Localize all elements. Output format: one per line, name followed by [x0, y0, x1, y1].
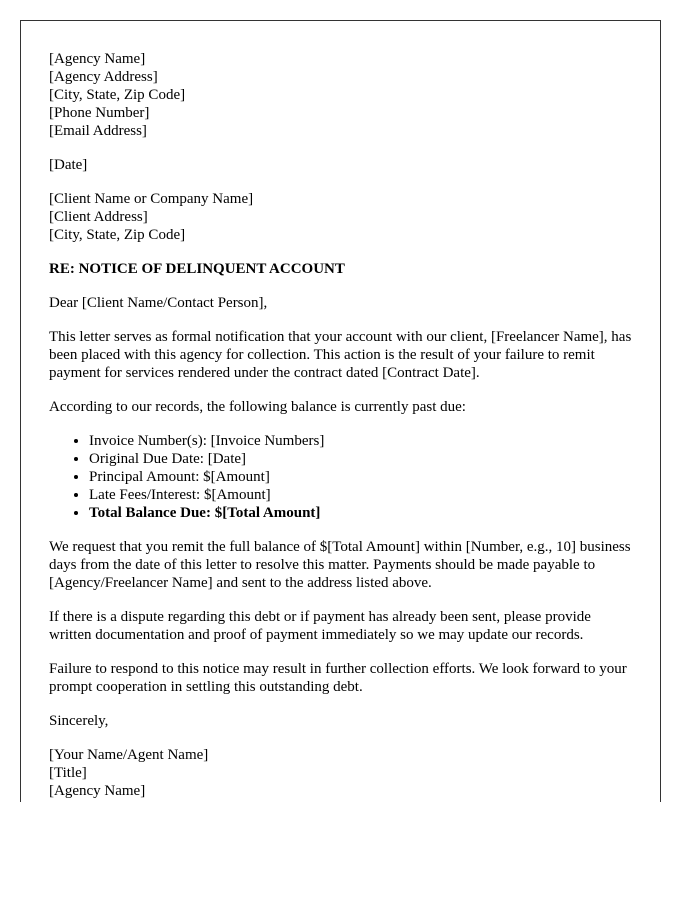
sender-phone: [Phone Number]: [49, 105, 150, 121]
list-item: • Invoice Number(s): [Invoice Numbers]: [89, 432, 632, 450]
letter-date: [Date]: [49, 157, 88, 173]
salutation: Dear [Client Name/Contact Person],: [49, 295, 268, 311]
recipient-block: [49, 190, 632, 244]
body-paragraph: We request that you remit the full balance of $[Total Amount] within [Number, e.g., 10] business days from the date of this letter to resolve this matter. Payments should be made payable to [Agency/Freelancer Name] and sent to the address listed above.: [49, 539, 631, 591]
recipient-name: [Client Name or Company Name]: [49, 191, 254, 207]
list-item: • Original Due Date: [Date]: [89, 450, 632, 468]
letter-page: [20, 20, 661, 802]
signature-block: [49, 746, 632, 800]
list-item: • Principal Amount: $[Amount]: [89, 468, 632, 486]
signature-title: [Title]: [49, 765, 87, 781]
subject-line: RE: NOTICE OF DELINQUENT ACCOUNT: [49, 261, 345, 277]
sender-email: [Email Address]: [49, 123, 147, 139]
signature-name: [Your Name/Agent Name]: [49, 747, 209, 763]
list-item: • Late Fees/Interest: $[Amount]: [89, 486, 632, 504]
body-paragraph: If there is a dispute regarding this debt or if payment has already been sent, please provide written documentation and proof of payment immediately so we may update our records.: [49, 609, 591, 643]
body-paragraph: According to our records, the following balance is currently past due:: [49, 399, 466, 415]
signature-agency: [Agency Name]: [49, 783, 146, 799]
recipient-address: [Client Address]: [49, 209, 148, 225]
signoff: Sincerely,: [49, 713, 109, 729]
total-balance-item: • Total Balance Due: $[Total Amount]: [89, 504, 632, 522]
sender-city: [City, State, Zip Code]: [49, 87, 186, 103]
sender-agency-name: [Agency Name]: [49, 51, 146, 67]
sender-block: [49, 50, 632, 140]
recipient-city: [City, State, Zip Code]: [49, 227, 186, 243]
body-paragraph: Failure to respond to this notice may result in further collection efforts. We look forward to your prompt cooperation in settling this outstanding debt.: [49, 661, 627, 695]
sender-address: [Agency Address]: [49, 69, 158, 85]
body-paragraph: This letter serves as formal notification that your account with our client, [Freelancer Name], has been placed with this agency for collection. This action is the result of your failure to remit payment for services rendered under the contract dated [Contract Date].: [49, 329, 632, 381]
balance-list: [49, 432, 632, 522]
